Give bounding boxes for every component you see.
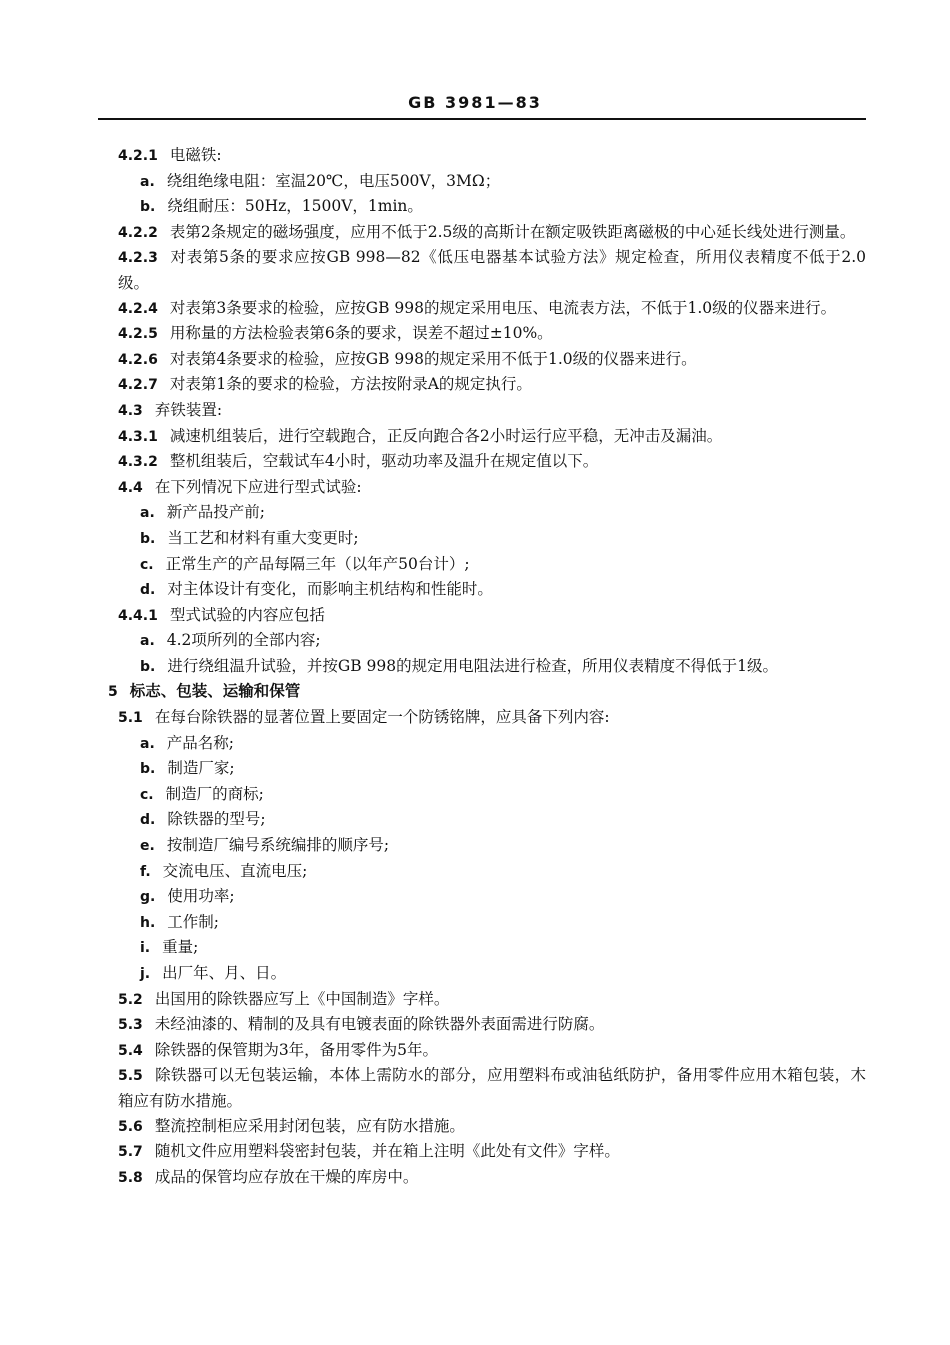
clause-number: 4.3: [118, 402, 143, 419]
clause-text: 绕组耐压：50Hz，1500V，1min。: [167, 197, 423, 216]
clause-text: 整流控制柜应采用封闭包装，应有防水措施。: [154, 1116, 465, 1135]
clause-number: b.: [140, 761, 156, 778]
clause-line: [100, 654, 866, 680]
clause-line: [100, 1063, 866, 1113]
clause-number: 4.4: [118, 479, 143, 496]
clause-text: 弃铁装置:: [154, 400, 223, 419]
clause-number: 5.3: [118, 1017, 143, 1034]
clause-number: 4.2.2: [118, 224, 158, 241]
clause-number: 5.8: [118, 1169, 143, 1186]
clause-line: [100, 1038, 866, 1064]
clause-text: 制造厂家;: [167, 759, 235, 778]
clause-text: 对表第4条要求的检验，应按GB 998的规定采用不低于1.0级的仪器来进行。: [169, 349, 697, 368]
clause-line: [100, 347, 866, 373]
clause-line: [100, 1114, 866, 1140]
clause-line: [100, 194, 866, 220]
clause-text: 按制造厂编号系统编排的顺序号;: [166, 836, 390, 855]
clause-line: [100, 552, 866, 578]
clause-number: c.: [140, 786, 154, 803]
clause-line: [100, 296, 866, 322]
clause-number: 4.4.1: [118, 607, 158, 624]
clause-number: 4.2.6: [118, 351, 158, 368]
clause-number: 5.4: [118, 1042, 143, 1059]
clause-number: 5.1: [118, 710, 143, 727]
clause-line: [100, 475, 866, 501]
document-body: [100, 143, 866, 1190]
clause-line: [100, 1012, 866, 1038]
clause-text: 用称量的方法检验表第6条的要求，误差不超过±10%。: [169, 324, 553, 343]
clause-line: [100, 321, 866, 347]
clause-text: 除铁器可以无包装运输，本体上需防水的部分，应用塑料布或油毡纸防护，备用零件应用木箱包装，木箱应有防水措施。: [118, 1066, 866, 1110]
clause-number: b.: [140, 530, 156, 547]
clause-number: 4.3.1: [118, 428, 158, 445]
clause-line: [100, 577, 866, 603]
clause-line: [100, 807, 866, 833]
clause-line: [100, 833, 866, 859]
clause-text: 对主体设计有变化，而影响主机结构和性能时。: [167, 580, 493, 599]
clause-line: [100, 424, 866, 450]
clause-line: [100, 731, 866, 757]
clause-line: [100, 782, 866, 808]
clause-text: 制造厂的商标;: [165, 784, 264, 803]
clause-number: 4.2.3: [118, 250, 158, 267]
clause-text: 对表第5条的要求应按GB 998—82《低压电器基本试验方法》规定检查，所用仪表精度不低于2.0级。: [118, 248, 866, 292]
clause-number: 5.6: [118, 1118, 143, 1135]
clause-line: [100, 935, 866, 961]
clause-line: [100, 961, 866, 987]
clause-text: 整机组装后，空载试车4小时，驱动功率及温升在规定值以下。: [169, 452, 599, 471]
clause-text: 使用功率;: [167, 887, 235, 906]
clause-text: 表第2条规定的磁场强度，应用不低于2.5级的高斯计在额定吸铁距离磁极的中心延长线处进行测量。: [169, 222, 856, 241]
clause-text: 对表第3条要求的检验，应按GB 998的规定采用电压、电流表方法，不低于1.0级的仪器来进行。: [169, 298, 837, 317]
clause-number: d.: [140, 812, 156, 829]
clause-line: [100, 628, 866, 654]
clause-number: 5.7: [118, 1144, 143, 1161]
header-rule: [98, 118, 866, 120]
clause-number: 5: [108, 684, 118, 701]
clause-text: 交流电压、直流电压;: [162, 861, 308, 880]
clause-line: [100, 884, 866, 910]
clause-text: 减速机组装后，进行空载跑合，正反向跑合各2小时运行应平稳，无冲击及漏油。: [169, 426, 723, 445]
clause-text: 绕组绝缘电阻：室温20℃，电压500V，3MΩ；: [166, 171, 501, 190]
clause-line: [100, 987, 866, 1013]
clause-text: 成品的保管均应存放在干燥的库房中。: [154, 1167, 419, 1186]
clause-number: h.: [140, 914, 156, 931]
clause-line: [100, 859, 866, 885]
clause-text: 除铁器的型号;: [167, 810, 266, 829]
clause-number: 4.2.1: [118, 148, 158, 164]
clause-line: [100, 910, 866, 936]
clause-text: 随机文件应用塑料袋密封包装，并在箱上注明《此处有文件》字样。: [154, 1142, 620, 1161]
clause-line: [100, 449, 866, 475]
clause-text: 对表第1条的要求的检验，方法按附录A的规定执行。: [169, 375, 532, 394]
clause-text: 新产品投产前;: [166, 503, 265, 522]
clause-number: 5.5: [118, 1068, 143, 1085]
clause-line: [100, 143, 866, 169]
clause-line: [100, 603, 866, 629]
clause-text: 正常生产的产品每隔三年（以年产50台计）;: [165, 554, 470, 573]
section-heading: [100, 679, 866, 705]
clause-text: 在每台除铁器的显著位置上要固定一个防锈铭牌，应具备下列内容:: [154, 708, 610, 727]
clause-number: 4.3.2: [118, 454, 158, 471]
page-header: GB 3981—83: [408, 93, 542, 112]
clause-number: b.: [140, 199, 156, 216]
clause-text: 标志、包装、运输和保管: [129, 682, 301, 701]
clause-text: 除铁器的保管期为3年，备用零件为5年。: [154, 1040, 439, 1059]
clause-text: 当工艺和材料有重大变更时;: [167, 528, 359, 547]
clause-text: 出国用的除铁器应写上《中国制造》字样。: [154, 989, 450, 1008]
clause-number: c.: [140, 556, 154, 573]
clause-text: 重量;: [162, 938, 199, 957]
clause-text: 进行绕组温升试验，并按GB 998的规定用电阻法进行检查，所用仪表精度不得低于1级。: [167, 656, 778, 675]
clause-text: 产品名称;: [166, 733, 234, 752]
clause-number: 4.2.5: [118, 326, 158, 343]
clause-line: [100, 398, 866, 424]
clause-line: [100, 1165, 866, 1191]
clause-number: a.: [140, 735, 155, 752]
clause-number: b.: [140, 658, 156, 675]
clause-text: 未经油漆的、精制的及具有电镀表面的除铁器外表面需进行防腐。: [154, 1015, 605, 1034]
clause-line: [100, 756, 866, 782]
clause-number: 4.2.7: [118, 377, 158, 394]
clause-number: e.: [140, 838, 155, 855]
clause-number: d.: [140, 582, 156, 599]
clause-number: i.: [140, 940, 151, 957]
clause-text: 4.2项所列的全部内容;: [166, 631, 321, 650]
clause-number: 5.2: [118, 991, 143, 1008]
clause-line: [100, 169, 866, 195]
clause-number: a.: [140, 505, 155, 522]
clause-line: [100, 526, 866, 552]
clause-line: [100, 1139, 866, 1165]
clause-number: j.: [140, 966, 151, 982]
clause-line: [100, 500, 866, 526]
clause-number: 4.2.4: [118, 300, 158, 317]
clause-text: 出厂年、月、日。: [162, 964, 287, 982]
clause-text: 工作制;: [167, 912, 220, 931]
clause-line: [100, 245, 866, 295]
clause-number: a.: [140, 633, 155, 650]
clause-line: [100, 372, 866, 398]
clause-line: [100, 220, 866, 246]
clause-text: 型式试验的内容应包括: [169, 605, 325, 624]
clause-number: g.: [140, 889, 156, 906]
clause-line: [100, 705, 866, 731]
clause-text: 电磁铁:: [169, 146, 222, 164]
clause-number: a.: [140, 173, 155, 190]
clause-number: f.: [140, 863, 151, 880]
clause-text: 在下列情况下应进行型式试验:: [154, 477, 362, 496]
